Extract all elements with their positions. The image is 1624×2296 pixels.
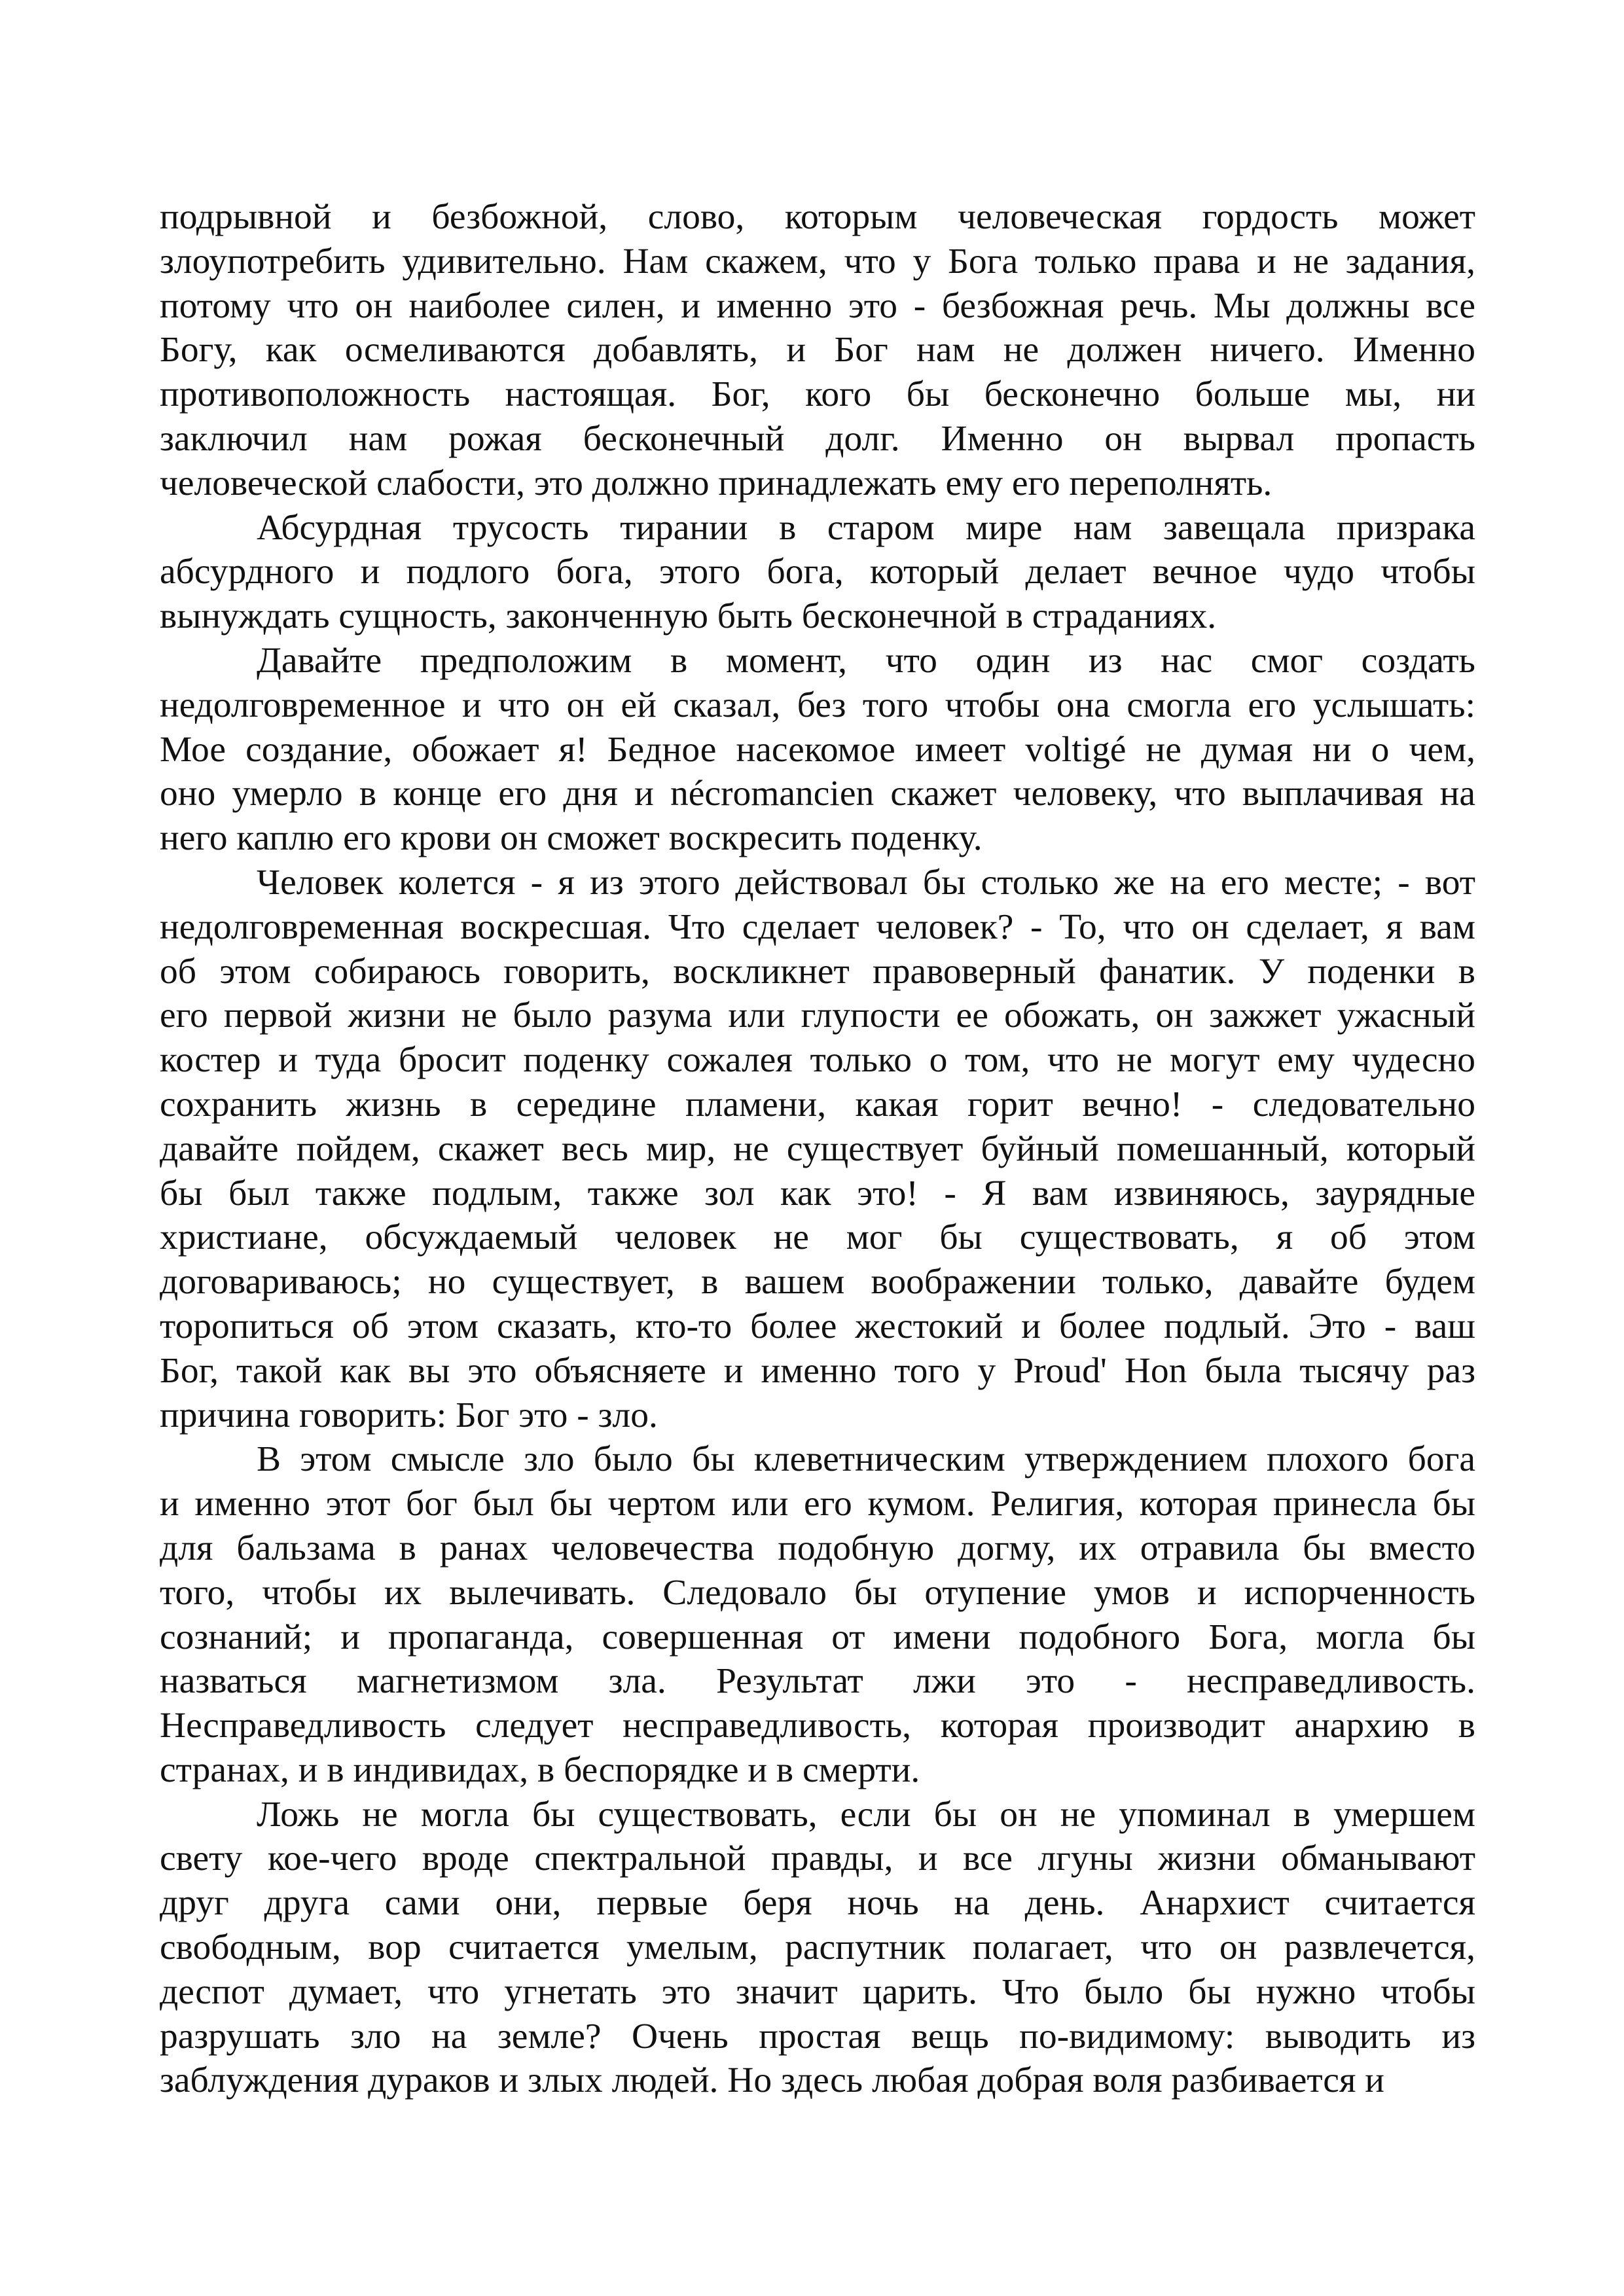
text-line: злоупотребить удивительно. Нам скажем, что у Бога только права и не задания, — [160, 241, 1475, 281]
text-line: потому что он наиболее силен, и именно это - безбожная речь. Мы должны все — [160, 285, 1475, 326]
text-line: противоположность настоящая. Бог, кого бы бесконечно больше мы, ни — [160, 374, 1475, 415]
text-line: заключил нам рожая бесконечный долг. Именно он вырвал пропасть — [160, 418, 1475, 459]
text-line: Человек колется - я из этого действовал бы столько же на его месте; - вот — [257, 862, 1475, 903]
text-line: его первой жизни не было разума или глупости ее обожать, он зажжет ужасный — [160, 996, 1475, 1036]
text-line: и именно этот бог был бы чертом или его кумом. Религия, которая принесла бы — [160, 1484, 1475, 1524]
text-line: бы был также подлым, также зол как это! - Я вам извиняюсь, заурядные — [160, 1173, 1475, 1213]
text-line: костер и туда бросит поденку сожалея только о том, что не могут ему чудесно — [160, 1040, 1475, 1081]
text-line: свободным, вор считается умелым, распутник полагает, что он развлечется, — [160, 1928, 1475, 1968]
text-line: странах, и в индивидах, в беспорядке и в смерти. — [160, 1749, 920, 1790]
text-line: сознаний; и пропаганда, совершенная от имени подобного Бога, могла бы — [160, 1617, 1475, 1657]
text-line: абсурдного и подлого бога, этого бога, который делает вечное чудо чтобы — [160, 552, 1475, 592]
text-line: Давайте предположим в момент, что один из нас смог создать — [257, 640, 1475, 681]
text-line: Несправедливость следует несправедливость, которая производит анархию в — [160, 1706, 1475, 1746]
text-line: Абсурдная трусость тирании в старом мире нам завещала призрака — [257, 507, 1475, 548]
text-line: Мое создание, обожает я! Бедное насекомое имеет voltigé не думая ни о чем, — [160, 729, 1475, 770]
text-line: человеческой слабости, это должно принадлежать ему его переполнять. — [160, 463, 1272, 503]
text-line: об этом собираюсь говорить, воскликнет правоверный фанатик. У поденки в — [160, 951, 1475, 992]
text-line: подрывной и безбожной, слово, которым человеческая гордость может — [160, 197, 1475, 237]
text-line: причина говорить: Бог это - зло. — [160, 1395, 658, 1435]
text-line: давайте пойдем, скажет весь мир, не существует буйный помешанный, который — [160, 1128, 1475, 1169]
text-line: Богу, как осмеливаются добавлять, и Бог нам не должен ничего. Именно — [160, 330, 1475, 370]
text-line: договариваюсь; но существует, в вашем воображении только, давайте будем — [160, 1262, 1475, 1302]
text-line: для бальзама в ранах человечества подобную догму, их отравила бы вместо — [160, 1528, 1475, 1568]
text-line: христиане, обсуждаемый человек не мог бы существовать, я об этом — [160, 1217, 1475, 1258]
text-line: того, чтобы их вылечивать. Следовало бы отупение умов и испорченность — [160, 1572, 1475, 1613]
text-line: деспот думает, что угнетать это значит царить. Что было бы нужно чтобы — [160, 1971, 1475, 2012]
text-line: свету кое-чего вроде спектральной правды, и все лгуны жизни обманывают — [160, 1839, 1475, 1879]
document-body — [160, 195, 1475, 2103]
text-line: друг друга сами они, первые беря ночь на день. Анархист считается — [160, 1883, 1475, 1924]
text-line: Бог, такой как вы это объясняете и именно того у Proud' Hon была тысячу раз — [160, 1350, 1475, 1391]
text-line: Ложь не могла бы существовать, если бы он не упоминал в умершем — [257, 1794, 1475, 1835]
text-line: оно умерло в конце его дня и nécromancien скажет человеку, что выплачивая на — [160, 774, 1475, 814]
text-line: недолговременное и что он ей сказал, без того чтобы она смогла его услышать: — [160, 685, 1475, 725]
text-line: заблуждения дураков и злых людей. Но здесь любая добрая воля разбивается и — [160, 2060, 1385, 2101]
text-line: В этом смысле зло было бы клеветническим утверждением плохого бога — [257, 1439, 1475, 1480]
text-line: вынуждать сущность, законченную быть бесконечной в страданиях. — [160, 596, 1217, 637]
text-line: разрушать зло на земле? Очень простая вещь по-видимому: выводить из — [160, 2016, 1475, 2056]
text-line: назваться магнетизмом зла. Результат лжи это - несправедливость. — [160, 1661, 1475, 1702]
text-line: сохранить жизнь в середине пламени, какая горит вечно! - следовательно — [160, 1084, 1475, 1124]
text-line: торопиться об этом сказать, кто-то более жестокий и более подлый. Это - ваш — [160, 1306, 1475, 1346]
text-line: него каплю его крови он сможет воскресить поденку. — [160, 818, 983, 859]
text-line: недолговременная воскресшая. Что сделает человек? - То, что он сделает, я вам — [160, 906, 1475, 947]
